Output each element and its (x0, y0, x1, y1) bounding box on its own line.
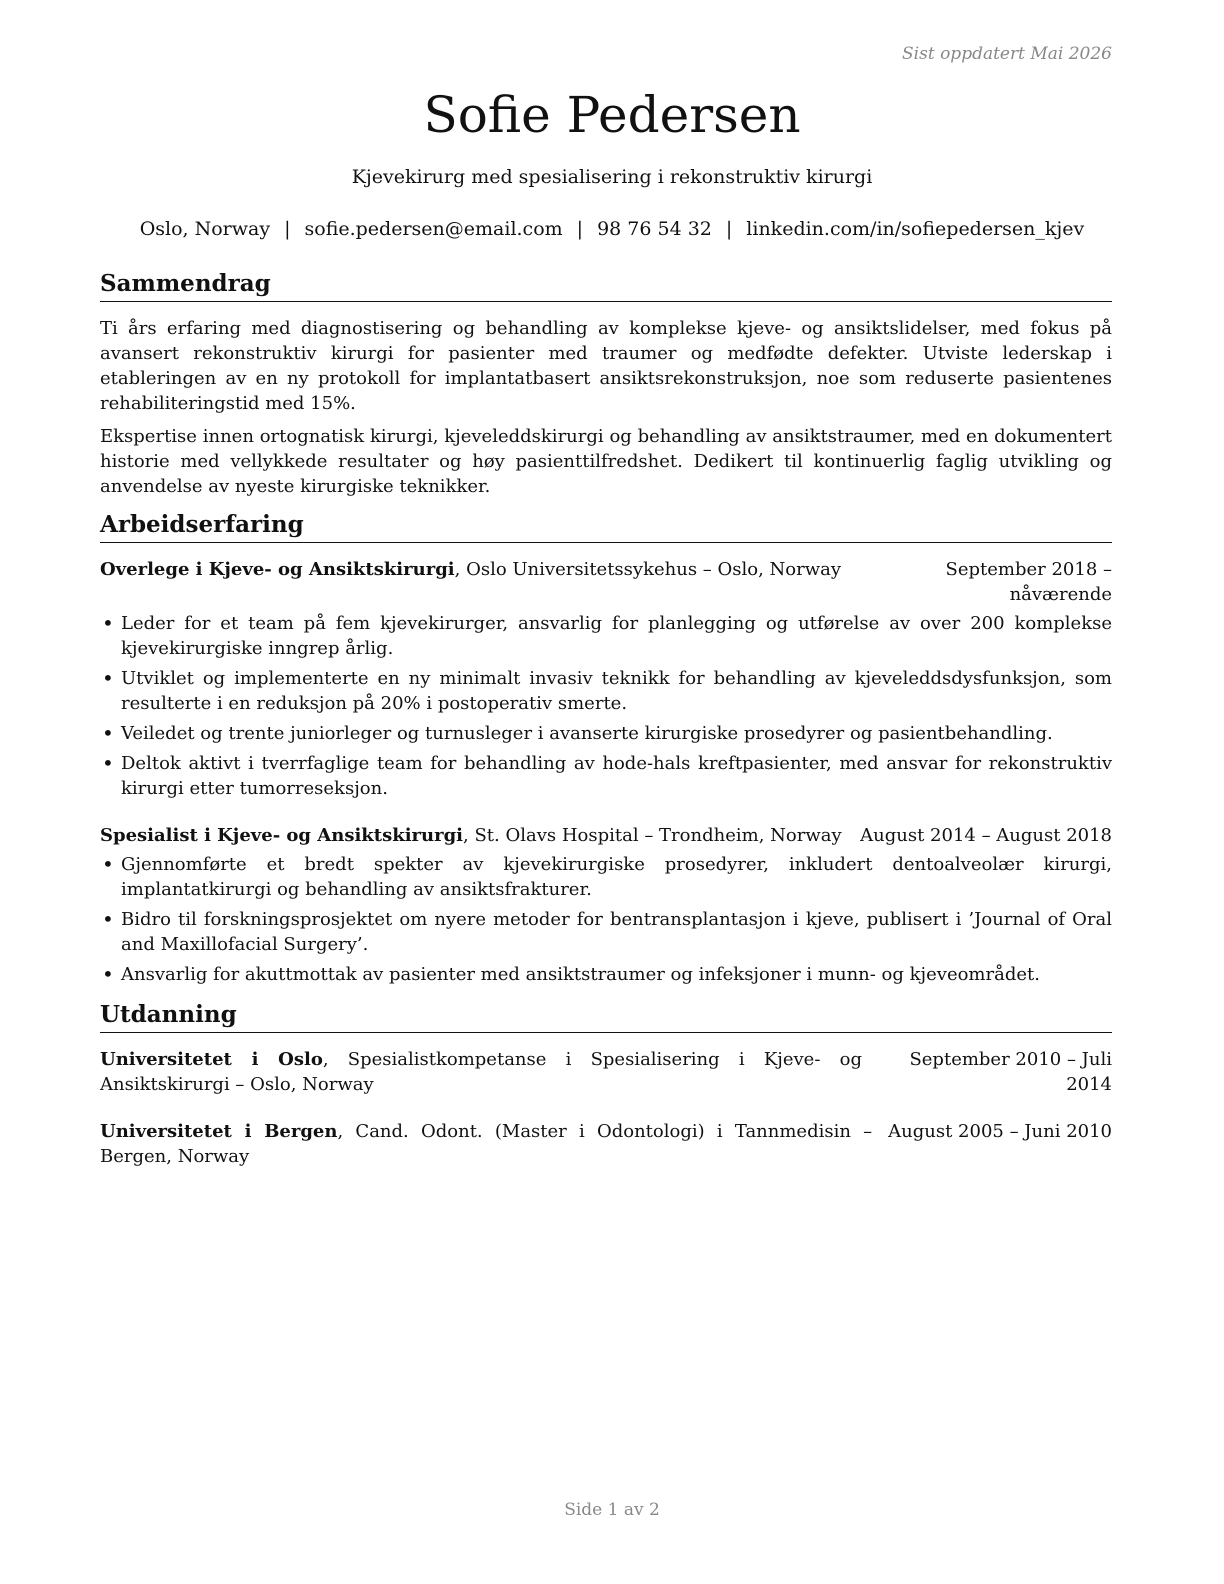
location: Oslo, Norway (139, 218, 271, 240)
job-dates: August 2014 – August 2018 (860, 825, 1112, 846)
page-title: Sofie Pedersen (423, 86, 801, 144)
phone: 98 76 54 32 (597, 218, 712, 240)
job-dates: September 2018 – nåværende (945, 559, 1112, 605)
job-entry (100, 823, 1112, 987)
separator: | (576, 218, 584, 240)
contact-line (0, 218, 1224, 240)
summary-section (100, 268, 1112, 499)
education-section (100, 999, 1112, 1169)
list-item: • Deltok aktivt i tverrfaglige team for behandling av hode-hals kreftpasienter, med ansvar for rekonstruktiv kirurgi etter tumorreseksjon. (100, 751, 1112, 801)
education-entry (100, 1047, 1112, 1097)
school-name: Universitetet i Oslo (100, 1049, 323, 1070)
education-dates: September 2010 – Juli 2014 (909, 1049, 1112, 1095)
list-item: • Ansvarlig for akuttmottak av pasienter med ansiktstraumer og infeksjoner i munn- og kjeveområdet. (100, 962, 1112, 987)
job-title: Spesialist i Kjeve- og Ansiktskirurgi (100, 825, 464, 846)
job-bullets (100, 611, 1112, 801)
summary-paragraph: Ekspertise innen ortognatisk kirurgi, kjeveleddskirurgi og behandling av ansiktstraumer, med en dokumentert historie med vellykkede resultater og høy pasienttilfredshet. Dedikert til kontinuerlig faglig utvikling og anvendelse av nyeste kirurgiske teknikker. (100, 426, 1112, 497)
section-heading: Arbeidserfaring (100, 509, 1112, 543)
experience-section (100, 509, 1112, 987)
section-heading: Sammendrag (100, 268, 1112, 302)
job-org: , St. Olavs Hospital – Trondheim, Norway (463, 825, 842, 846)
degree: , Spesialistkompetanse i Spesialisering i Kjeve- og Ansiktskirurgi – Oslo, Norway (100, 1049, 862, 1095)
school-name: Universitetet i Bergen (100, 1121, 338, 1142)
list-item: • Bidro til forskningsprosjektet om nyere metoder for bentransplantasjon i kjeve, publisert i ’Journal of Oral and Maxillofacial Surgery’. (100, 907, 1112, 957)
education-dates: August 2005 – Juni 2010 (888, 1121, 1112, 1142)
tagline: Kjevekirurg med spesialisering i rekonstruktiv kirurgi (351, 166, 873, 188)
degree: , Cand. Odont. (Master i Odontologi) i Tannmedisin – Bergen, Norway (100, 1121, 873, 1167)
separator: | (284, 218, 291, 240)
list-item: • Gjennomførte et bredt spekter av kjevekirurgiske prosedyrer, inkludert dentoalveolær kirurgi, implantatkirurgi og behandling av ansiktsfrakturer. (100, 852, 1112, 902)
page-number: Side 1 av 2 (564, 1500, 660, 1520)
job-header (100, 557, 1112, 607)
separator: | (725, 218, 733, 240)
job-title: Overlege i Kjeve- og Ansiktskirurgi (100, 559, 455, 580)
job-header (100, 823, 1112, 848)
list-item: • Veiledet og trente juniorleger og turnusleger i avanserte kirurgiske prosedyrer og pasientbehandling. (100, 721, 1112, 746)
job-entry (100, 557, 1112, 801)
job-bullets (100, 852, 1112, 987)
resume-body (100, 268, 1112, 1191)
list-item: • Leder for et team på fem kjevekirurger, ansvarlig for planlegging og utførelse av over 200 komplekse kjevekirurgiske inngrep årlig. (100, 611, 1112, 661)
section-heading: Utdanning (100, 999, 1112, 1033)
summary-paragraph: Ti års erfaring med diagnostisering og behandling av komplekse kjeve- og ansiktslidelser, med fokus på avansert rekonstruktiv kirurgi for pasienter med traumer og medfødte defekter. Utviste lederskap i etableringen av en ny protokoll for implantatbasert ansiktsrekonstruksjon, noe som reduserte pasientenes rehabiliteringstid med 15%. (100, 318, 1112, 414)
education-entry (100, 1119, 1112, 1169)
list-item: • Utviklet og implementerte en ny minimalt invasiv teknikk for behandling av kjeveleddsdysfunksjon, som resulterte i en reduksjon på 20% i postoperativ smerte. (100, 666, 1112, 716)
job-org: , Oslo Universitetssykehus – Oslo, Norway (454, 559, 842, 580)
linkedin-link[interactable]: linkedin.com/in/sofiepedersen_kjev (746, 218, 1085, 240)
last-updated: Sist oppdatert Mai 2026 (902, 44, 1112, 64)
email-link[interactable]: sofie.pedersen@email.com (304, 218, 563, 240)
